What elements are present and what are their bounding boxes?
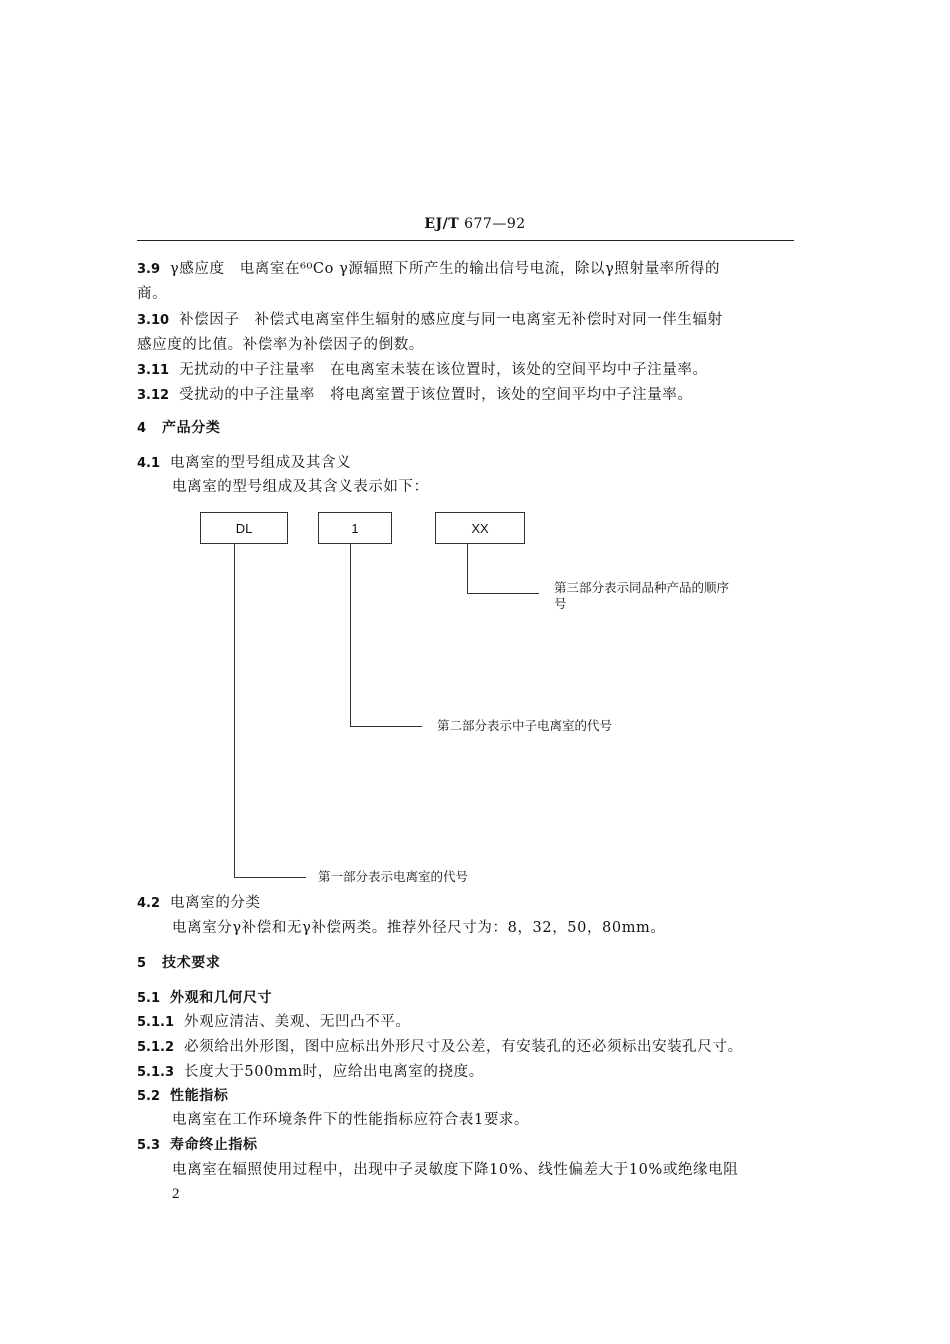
connector-part2-horizontal — [350, 726, 422, 727]
clause-number: 3.11 — [137, 363, 170, 378]
clause-3-10 — [137, 310, 723, 331]
clause-number: 5.1.2 — [137, 1040, 175, 1055]
clause-3-10-cont: 感应度的比值。补偿率为补偿因子的倒数。 — [137, 337, 424, 353]
section-title: 产品分类 — [162, 420, 221, 436]
clause-3-9 — [137, 259, 720, 280]
section-number: 4 — [137, 421, 147, 436]
connector-part2-vertical — [350, 544, 351, 726]
clause-number: 4.2 — [137, 896, 161, 911]
clause-3-11 — [137, 360, 708, 381]
clause-text: 电离室的型号组成及其含义 — [170, 455, 352, 471]
clause-4-2-body: 电离室分γ补偿和无γ补偿两类。推荐外径尺寸为：8，32，50，80mm。 — [172, 920, 666, 936]
clause-5-2 — [137, 1086, 228, 1107]
model-box-dl: DL — [200, 512, 288, 544]
clause-number: 3.9 — [137, 262, 161, 277]
clause-5-2-body: 电离室在工作环境条件下的性能指标应符合表1要求。 — [172, 1112, 530, 1128]
clause-3-12 — [137, 385, 692, 406]
clause-text: 受扰动的中子注量率 将电离室置于该位置时，该处的空间平均中子注量率。 — [179, 387, 693, 403]
clause-number: 3.12 — [137, 388, 170, 403]
connector-part1-vertical — [234, 544, 235, 877]
clause-text: 电离室的分类 — [170, 895, 261, 911]
clause-title: 寿命终止指标 — [170, 1137, 258, 1153]
clause-number: 4.1 — [137, 456, 161, 471]
clause-5-1-1 — [137, 1012, 411, 1033]
standard-prefix: EJ/T — [424, 216, 460, 232]
clause-title: 外观和几何尺寸 — [170, 990, 273, 1006]
clause-text: 无扰动的中子注量率 在电离室未装在该位置时，该处的空间平均中子注量率。 — [179, 362, 708, 378]
section-title: 技术要求 — [162, 955, 221, 971]
clause-4-2 — [137, 893, 261, 914]
clause-text: 必须给出外形图，图中应标出外形尺寸及公差，有安装孔的还必须标出安装孔尺寸。 — [184, 1039, 743, 1055]
connector-part1-horizontal — [234, 877, 306, 878]
clause-5-3-body: 电离室在辐照使用过程中，出现中子灵敏度下降10%、线性偏差大于10%或绝缘电阻 — [172, 1162, 739, 1178]
standard-number: 677—92 — [464, 216, 526, 232]
clause-title: 性能指标 — [170, 1088, 229, 1104]
page-number: 2 — [172, 1186, 180, 1202]
clause-4-1-intro: 电离室的型号组成及其含义表示如下： — [172, 479, 429, 495]
clause-text: 外观应清洁、美观、无凹凸不平。 — [184, 1014, 411, 1030]
clause-number: 5.3 — [137, 1138, 161, 1153]
clause-5-1-3 — [137, 1062, 484, 1083]
clause-number: 5.1.1 — [137, 1015, 175, 1030]
label-part3: 第三部分表示同品种产品的顺序 — [554, 580, 730, 595]
section-5-heading — [137, 953, 220, 974]
clause-number: 3.10 — [137, 313, 170, 328]
section-number: 5 — [137, 956, 147, 971]
clause-number: 5.1.3 — [137, 1065, 175, 1080]
model-box-xx: XX — [435, 512, 525, 544]
connector-part3-horizontal — [467, 593, 539, 594]
clause-number: 5.1 — [137, 991, 161, 1006]
label-part3-cont: 号 — [554, 596, 567, 611]
header-rule — [137, 240, 794, 241]
clause-3-9-cont: 商。 — [137, 286, 168, 302]
clause-text: 补偿因子 补偿式电离室伴生辐射的感应度与同一电离室无补偿时对同一伴生辐射 — [179, 312, 723, 328]
document-header — [0, 216, 950, 232]
clause-5-1-2 — [137, 1037, 743, 1058]
connector-part3-vertical — [467, 544, 468, 593]
label-part1: 第一部分表示电离室的代号 — [318, 869, 469, 884]
clause-5-1 — [137, 988, 272, 1009]
clause-number: 5.2 — [137, 1089, 161, 1104]
label-part2: 第二部分表示中子电离室的代号 — [437, 718, 613, 733]
clause-4-1 — [137, 453, 351, 474]
clause-5-3 — [137, 1135, 258, 1156]
clause-text: γ感应度 电离室在⁶⁰Co γ源辐照下所产生的输出信号电流，除以γ照射量率所得的 — [170, 261, 721, 277]
section-4-heading — [137, 418, 220, 439]
clause-text: 长度大于500mm时，应给出电离室的挠度。 — [184, 1064, 484, 1080]
model-box-1: 1 — [318, 512, 392, 544]
